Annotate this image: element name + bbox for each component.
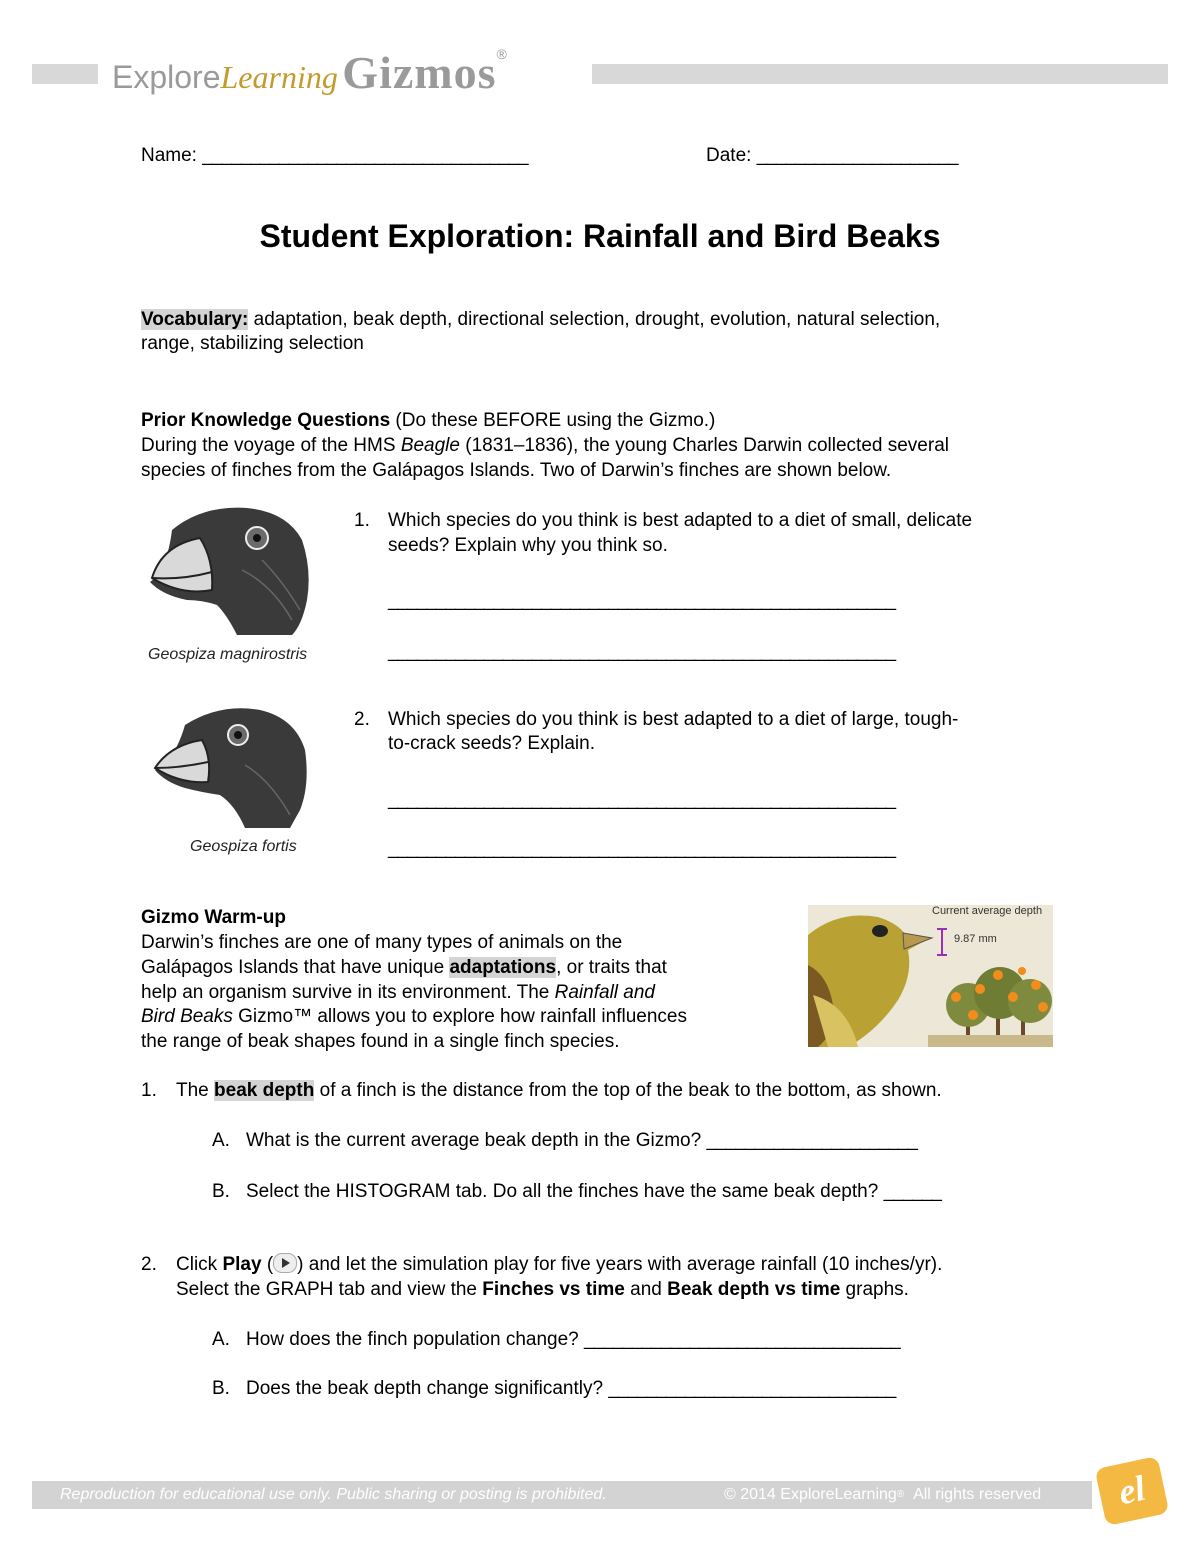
badge-text: el [1114,1467,1149,1513]
prior-q2-line1: Which species do you think is best adapted to a diet of large, tough- [388,709,959,730]
warmup-q2A-letter: A. [212,1329,230,1350]
gizmos-logo [112,46,507,102]
logo-learning-text: Learning [220,59,338,95]
current-depth-value: 9.87 mm [954,933,997,945]
vocabulary [141,307,940,332]
warmup-q2A [246,1327,900,1352]
warmup-q2B [246,1376,895,1401]
prior-q1-line2: seeds? Explain why you think so. [388,535,668,556]
warmup-q2-b: ) and let the simulation play for five years with average rainfall (10 inches/yr). [297,1254,943,1275]
warmup-heading: Gizmo Warm-up [141,907,286,928]
page-title: Student Exploration: Rainfall and Bird Beaks [259,218,941,254]
header-bar-right [592,64,1168,84]
beak-depth-term: beak depth [214,1080,315,1101]
warmup-line4b: Gizmo™ allows you to explore how rainfall influences [232,1006,687,1027]
prior-q1-answer-line1[interactable]: _____________________________________________________ [388,590,896,611]
warmup-q2A-answer-line[interactable]: _________________________________ [584,1329,900,1350]
warmup-line3 [141,980,655,1005]
prior-q1-number: 1. [354,510,370,531]
warmup-q1-number: 1. [141,1080,157,1101]
footer-reg-mark: ® [896,1489,905,1500]
logo-gizmos-text: Gizmos [342,47,497,98]
warmup-q1A-answer-line[interactable]: ______________________ [706,1130,917,1151]
warmup-q1B-text: Select the HISTOGRAM tab. Do all the finches have the same beak depth? [246,1181,879,1202]
vocabulary-label: Vocabulary: [141,309,249,330]
warmup-line2a: Galápagos Islands that have unique [141,957,450,978]
prior-intro-line1 [141,433,949,458]
warmup-q1A-text: What is the current average beak depth in the Gizmo? [246,1130,702,1151]
play-term: Play [222,1254,262,1275]
name-field[interactable] [141,143,528,168]
warmup-q2-line1 [176,1252,942,1277]
geospiza-fortis-image [150,700,320,830]
adaptations-term: adaptations [449,957,557,978]
gizmo-finch-image [808,905,1053,1047]
warmup-q2A-text: How does the finch population change? [246,1329,579,1350]
prior-q2-line2: to-crack seeds? Explain. [388,733,595,754]
prior-q2-answer-line1[interactable]: _____________________________________________________ [388,789,896,810]
warmup-q2-a: Click [176,1254,223,1275]
beagle-italic: Beagle [400,435,460,456]
footer-copy-text: © 2014 ExploreLearning [724,1486,897,1503]
bird2-caption: Geospiza fortis [190,838,297,855]
warmup-line4-italic: Bird Beaks [141,1006,233,1027]
footer-copyright [724,1481,1041,1509]
bird1-caption: Geospiza magnirostris [148,646,308,663]
header-bar-left [32,64,98,84]
prior-q1-answer-line2[interactable]: _____________________________________________________ [388,641,896,662]
warmup-q2-paren: ( [261,1254,274,1275]
current-depth-label: Current average depth [932,905,1043,917]
play-icon [273,1253,297,1273]
beak-depth-vs-time-term: Beak depth vs time [667,1279,841,1300]
warmup-q1-a: The [176,1080,215,1101]
prior-intro-line2: species of finches from the Galápagos Islands. Two of Darwin’s finches are shown below. [141,460,892,481]
finches-vs-time-term: Finches vs time [482,1279,625,1300]
warmup-q2B-answer-line[interactable]: ______________________________ [608,1378,896,1399]
warmup-line1: Darwin’s finches are one of many types of animals on the [141,932,623,953]
prior-intro-a: During the voyage of the HMS [141,435,401,456]
logo-reg-mark: ® [496,46,507,62]
warmup-line2 [141,955,667,980]
prior-heading [141,408,715,433]
geospiza-magnirostris-image [142,500,342,640]
warmup-q1A-letter: A. [212,1130,230,1151]
prior-heading-label: Prior Knowledge Questions [141,410,391,431]
warmup-q1B [246,1179,941,1204]
prior-q2-answer-line2[interactable]: _____________________________________________________ [388,838,896,859]
explorelearning-badge-icon [1095,1456,1170,1526]
warmup-q1B-letter: B. [212,1181,230,1202]
warmup-q2-number: 2. [141,1254,157,1275]
warmup-line3-italic: Rainfall and [554,982,655,1003]
date-field[interactable] [706,143,958,168]
footer-disclaimer: Reproduction for educational use only. Public sharing or posting is prohibited. [60,1486,607,1503]
warmup-q1-b: of a finch is the distance from the top of the beak to the bottom, as shown. [314,1080,942,1101]
warmup-line3a: help an organism survive in its environment. The [141,982,555,1003]
warmup-q2-line2 [176,1277,909,1302]
date-line[interactable]: _____________________ [756,145,958,166]
vocabulary-line1: adaptation, beak depth, directional selection, drought, evolution, natural selection, [248,309,941,330]
warmup-q1A [246,1128,917,1153]
prior-q1-line1: Which species do you think is best adapted to a diet of small, delicate [388,510,973,531]
warmup-q1B-answer-line[interactable]: ______ [883,1181,941,1202]
prior-heading-note: (Do these BEFORE using the Gizmo.) [390,410,716,431]
gizmo-finch-illustration [808,905,1053,1047]
warmup-q2B-letter: B. [212,1378,230,1399]
warmup-line5: the range of beak shapes found in a single finch species. [141,1031,620,1052]
warmup-q2-end: graphs. [840,1279,909,1300]
warmup-line2b: , or traits that [556,957,667,978]
warmup-q2B-text: Does the beak depth change significantly? [246,1378,604,1399]
prior-q2-number: 2. [354,709,370,730]
name-label: Name: [141,145,197,166]
warmup-line4 [141,1004,687,1029]
prior-intro-b: (1831–1836), the young Charles Darwin collected several [459,435,949,456]
warmup-q1-text [176,1078,942,1103]
name-line[interactable]: __________________________________ [202,145,528,166]
warmup-q2-and: and [624,1279,668,1300]
vocabulary-line2: range, stabilizing selection [141,333,364,354]
footer-rights-text: All rights reserved [913,1486,1042,1503]
date-label: Date: [706,145,752,166]
logo-explore-text: Explore [112,59,221,95]
warmup-q2-line2a: Select the GRAPH tab and view the [176,1279,483,1300]
